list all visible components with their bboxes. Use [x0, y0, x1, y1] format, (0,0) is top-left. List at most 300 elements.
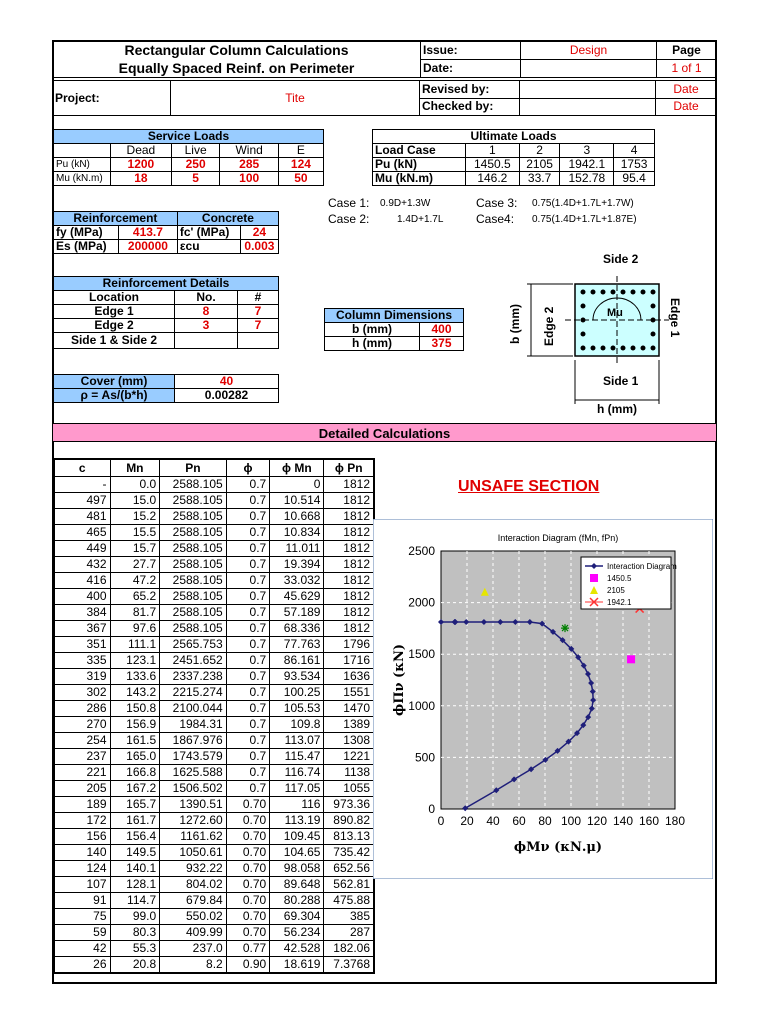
col-wind: Wind	[220, 144, 278, 158]
checked-value[interactable]	[520, 98, 656, 116]
calc-cell: 1812	[324, 493, 374, 509]
issue-label: Issue:	[421, 41, 521, 60]
legend-label: 1942.1	[607, 598, 632, 607]
count-cell[interactable]: 3	[175, 319, 238, 333]
value-cell: 1450.5	[466, 158, 520, 172]
calc-row	[54, 877, 374, 893]
location-cell: Edge 1	[54, 305, 175, 319]
cover-table	[53, 374, 279, 403]
calc-cell: 104.65	[270, 845, 324, 861]
case-number: 3	[560, 144, 614, 158]
calc-cell: 1812	[324, 621, 374, 637]
x-tick-label: 140	[612, 814, 634, 828]
calc-cell: 42	[54, 941, 110, 957]
calc-cell: 813.13	[324, 829, 374, 845]
calc-cell: 156.9	[110, 717, 160, 733]
calc-cell: 0.7	[226, 717, 270, 733]
column-dims-title: Column Dimensions	[325, 309, 464, 323]
calc-cell: 128.1	[110, 877, 160, 893]
case-number: 1	[466, 144, 520, 158]
calc-cell: 1867.976	[160, 733, 227, 749]
edge2-label: Edge 2	[542, 306, 556, 346]
calc-row	[54, 637, 374, 653]
value-cell[interactable]: 18	[111, 172, 172, 186]
case-number: 2	[519, 144, 560, 158]
ultimate-loads-table	[372, 129, 655, 186]
calc-cell: 99.0	[110, 909, 160, 925]
case4-formula: 0.75(1.4D+1.7L+1.87E)	[532, 214, 637, 225]
calc-cell: 0.7	[226, 605, 270, 621]
calc-cell: 93.534	[270, 669, 324, 685]
x-tick-label: 20	[460, 814, 474, 828]
calc-cell: 161.5	[110, 733, 160, 749]
calc-cell: 18.619	[270, 957, 324, 974]
calc-cell: 140	[54, 845, 110, 861]
calc-cell: 140.1	[110, 861, 160, 877]
service-loads-table	[53, 129, 324, 186]
calc-cell: 2588.105	[160, 525, 227, 541]
calc-cell: 0.7	[226, 621, 270, 637]
calc-cell: 2451.652	[160, 653, 227, 669]
calc-cell: 400	[54, 589, 110, 605]
load-point-marker	[627, 655, 635, 663]
calc-cell: 10.834	[270, 525, 324, 541]
checked-date[interactable]: Date	[656, 98, 717, 116]
calc-cell: 115.47	[270, 749, 324, 765]
revised-label: Revised by:	[420, 81, 520, 99]
calc-header-cell: Pn	[160, 459, 227, 477]
calc-header-cell: ϕ Mn	[270, 459, 324, 477]
calc-cell: 116	[270, 797, 324, 813]
issue-value[interactable]: Design	[521, 41, 657, 60]
case3-label: Case 3:	[476, 196, 518, 210]
revised-date[interactable]: Date	[656, 81, 717, 99]
calc-row	[54, 781, 374, 797]
calc-header-cell: Mn	[110, 459, 160, 477]
cover-value[interactable]: 40	[175, 375, 279, 389]
calc-row	[54, 845, 374, 861]
calc-cell: 416	[54, 573, 110, 589]
calc-cell: 56.234	[270, 925, 324, 941]
calc-cell: 1812	[324, 477, 374, 493]
calc-cell: 124	[54, 861, 110, 877]
calc-cell: 2588.105	[160, 589, 227, 605]
calc-cell: 0.70	[226, 861, 270, 877]
x-tick-label: 40	[486, 814, 500, 828]
x-axis-label: ϕMν (κΝ.μ)	[513, 840, 603, 855]
calc-cell: 2588.105	[160, 573, 227, 589]
calc-cell: 100.25	[270, 685, 324, 701]
calc-row	[54, 941, 374, 957]
calc-cell: 165.7	[110, 797, 160, 813]
calc-cell: 1389	[324, 717, 374, 733]
location-cell: Edge 2	[54, 319, 175, 333]
calc-cell: 0.7	[226, 669, 270, 685]
case-number: 4	[614, 144, 655, 158]
y-tick-label: 2500	[408, 544, 435, 558]
h-dimension-label: h (mm)	[597, 402, 637, 416]
calc-row	[54, 829, 374, 845]
calc-cell: 113.19	[270, 813, 324, 829]
calc-cell: 172	[54, 813, 110, 829]
title-line1: Rectangular Column Calculations	[53, 41, 421, 60]
b-value[interactable]: 400	[420, 323, 464, 337]
calc-row	[54, 797, 374, 813]
case1-label: Case 1:	[328, 196, 370, 210]
calc-cell: 932.22	[160, 861, 227, 877]
calc-header-cell: c	[54, 459, 110, 477]
y-tick-label: 500	[414, 750, 435, 765]
calc-row	[54, 717, 374, 733]
calc-header-cell: ϕ	[226, 459, 270, 477]
calc-cell: 270	[54, 717, 110, 733]
calc-cell: 123.1	[110, 653, 160, 669]
calc-cell: 0.7	[226, 477, 270, 493]
calc-cell: 42.528	[270, 941, 324, 957]
x-tick-label: 60	[512, 814, 526, 828]
calc-cell: 973.36	[324, 797, 374, 813]
count-cell[interactable]: 8	[175, 305, 238, 319]
calc-cell: 89.648	[270, 877, 324, 893]
checked-label: Checked by:	[420, 98, 520, 116]
calc-cell: 0.77	[226, 941, 270, 957]
calc-cell: 384	[54, 605, 110, 621]
calc-cell: 27.7	[110, 557, 160, 573]
date-value[interactable]	[521, 60, 657, 78]
calc-cell: 1796	[324, 637, 374, 653]
calc-cell: 0.70	[226, 813, 270, 829]
calc-cell: 0.7	[226, 701, 270, 717]
x-tick-label: 0	[437, 814, 445, 828]
calc-cell: 68.336	[270, 621, 324, 637]
calc-cell: 69.304	[270, 909, 324, 925]
value-cell: 33.7	[519, 172, 560, 186]
calc-cell: 2588.105	[160, 605, 227, 621]
calc-cell: 0.7	[226, 525, 270, 541]
value-cell: 95.4	[614, 172, 655, 186]
calc-cell: 105.53	[270, 701, 324, 717]
calc-cell: 0.7	[226, 557, 270, 573]
calc-cell: 59	[54, 925, 110, 941]
y-axis-label: ϕΠν (κΝ)	[392, 644, 407, 716]
calc-cell: 7.3768	[324, 957, 374, 974]
row-label: Pu (kN)	[373, 158, 466, 172]
value-cell[interactable]: 124	[278, 158, 323, 172]
calc-cell: 81.7	[110, 605, 160, 621]
calc-cell: 2588.105	[160, 557, 227, 573]
calc-cell: 166.8	[110, 765, 160, 781]
value-cell: 152.78	[560, 172, 614, 186]
case4-label: Case4:	[476, 212, 515, 226]
detailed-calculations-bar: Detailed Calculations	[53, 423, 716, 442]
reinf-details-title: Reinforcement Details	[54, 277, 279, 291]
calc-cell: 351	[54, 637, 110, 653]
x-tick-label: 120	[586, 814, 608, 828]
calc-cell: 335	[54, 653, 110, 669]
calc-cell: 80.288	[270, 893, 324, 909]
value-cell: 1753	[614, 158, 655, 172]
calc-cell: 1716	[324, 653, 374, 669]
value-cell: 1942.1	[560, 158, 614, 172]
mu-label: Mu	[607, 307, 623, 319]
calc-cell: 167.2	[110, 781, 160, 797]
calc-table	[53, 458, 375, 974]
calc-cell: 8.2	[160, 957, 227, 974]
calc-row	[54, 909, 374, 925]
calc-cell: 0.7	[226, 589, 270, 605]
calc-row	[54, 925, 374, 941]
calc-cell: 0.70	[226, 893, 270, 909]
calc-cell: 0.7	[226, 573, 270, 589]
calc-cell: 149.5	[110, 845, 160, 861]
calc-row	[54, 525, 374, 541]
value-cell[interactable]: 50	[278, 172, 323, 186]
calc-cell: 449	[54, 541, 110, 557]
blank-cell	[54, 144, 111, 158]
calc-cell: 111.1	[110, 637, 160, 653]
calc-cell: 302	[54, 685, 110, 701]
column-dims-table	[324, 308, 464, 351]
calc-cell: 2100.044	[160, 701, 227, 717]
calc-cell: 143.2	[110, 685, 160, 701]
calc-cell: 20.8	[110, 957, 160, 974]
col-e: E	[278, 144, 323, 158]
calc-cell: 113.07	[270, 733, 324, 749]
value-cell[interactable]: 250	[171, 158, 220, 172]
calc-cell: 109.8	[270, 717, 324, 733]
calc-cell: 77.763	[270, 637, 324, 653]
calc-cell: 15.5	[110, 525, 160, 541]
calc-cell: 11.011	[270, 541, 324, 557]
cover-label: Cover (mm)	[54, 375, 175, 389]
x-tick-label: 160	[638, 814, 660, 828]
calc-cell: 15.7	[110, 541, 160, 557]
calc-cell: 182.06	[324, 941, 374, 957]
calc-cell: 2588.105	[160, 509, 227, 525]
calc-cell: 109.45	[270, 829, 324, 845]
x-tick-label: 80	[538, 814, 552, 828]
calc-cell: 2565.753	[160, 637, 227, 653]
calc-cell: 550.02	[160, 909, 227, 925]
es-label: Es (MPa)	[54, 240, 119, 254]
chart-title: Interaction Diagram (fMn, fPn)	[497, 533, 619, 543]
calc-cell: 319	[54, 669, 110, 685]
calc-cell: 150.8	[110, 701, 160, 717]
col-location: Location	[54, 291, 175, 305]
calc-cell: 0	[270, 477, 324, 493]
ecu-value[interactable]: 0.003	[240, 240, 278, 254]
calc-cell: 221	[54, 765, 110, 781]
calc-cell: 15.0	[110, 493, 160, 509]
side1-label: Side 1	[603, 374, 639, 388]
calc-row	[54, 493, 374, 509]
calc-cell: 385	[324, 909, 374, 925]
calc-cell: 2337.238	[160, 669, 227, 685]
calc-cell: 33.032	[270, 573, 324, 589]
calc-cell: 114.7	[110, 893, 160, 909]
value-cell[interactable]: 5	[171, 172, 220, 186]
value-cell[interactable]: 100	[220, 172, 278, 186]
calc-cell: 55.3	[110, 941, 160, 957]
calc-row	[54, 669, 374, 685]
y-tick-label: 0	[428, 802, 435, 816]
calc-cell: 2588.105	[160, 477, 227, 493]
legend-marker	[590, 574, 598, 582]
calc-row	[54, 589, 374, 605]
load-point-marker	[561, 624, 569, 632]
case3-formula: 0.75(1.4D+1.7L+1.7W)	[532, 198, 634, 209]
calc-cell: 107	[54, 877, 110, 893]
calc-cell: 133.6	[110, 669, 160, 685]
calc-cell: 1812	[324, 589, 374, 605]
bar-cell[interactable]	[238, 333, 279, 349]
project-label: Project:	[53, 81, 171, 116]
project-value[interactable]: Tite	[171, 81, 420, 116]
x-tick-label: 180	[664, 814, 686, 828]
calc-cell: 1812	[324, 525, 374, 541]
ultimate-loads-title: Ultimate Loads	[373, 130, 655, 144]
calc-cell: 1625.588	[160, 765, 227, 781]
calc-cell: 165.0	[110, 749, 160, 765]
calc-cell: 432	[54, 557, 110, 573]
fy-value[interactable]: 413.7	[119, 226, 178, 240]
calc-cell: 0.7	[226, 781, 270, 797]
calc-cell: 0.70	[226, 925, 270, 941]
calc-cell: 205	[54, 781, 110, 797]
bar-cell[interactable]: 7	[238, 305, 279, 319]
calc-cell: 2215.274	[160, 685, 227, 701]
calc-cell: 0.70	[226, 845, 270, 861]
calc-cell: 497	[54, 493, 110, 509]
calc-cell: 45.629	[270, 589, 324, 605]
calc-cell: 91	[54, 893, 110, 909]
calc-row	[54, 685, 374, 701]
col-dead: Dead	[111, 144, 172, 158]
revised-value[interactable]	[520, 81, 656, 99]
y-tick-label: 1500	[408, 647, 435, 662]
bar-cell[interactable]: 7	[238, 319, 279, 333]
calc-row	[54, 701, 374, 717]
calc-cell: 0.0	[110, 477, 160, 493]
calc-row	[54, 621, 374, 637]
calc-cell: 0.7	[226, 509, 270, 525]
side2-label: Side 2	[603, 252, 639, 266]
calc-cell: 465	[54, 525, 110, 541]
calc-cell: 2588.105	[160, 541, 227, 557]
calc-row	[54, 509, 374, 525]
reinforcement-title: Reinforcement	[54, 212, 178, 226]
calc-cell: 117.05	[270, 781, 324, 797]
calc-cell: 1812	[324, 541, 374, 557]
calc-cell: 1812	[324, 605, 374, 621]
x-tick-label: 100	[560, 814, 582, 828]
location-cell: Side 1 & Side 2	[54, 333, 175, 349]
calc-cell: 80.3	[110, 925, 160, 941]
calc-cell: 804.02	[160, 877, 227, 893]
calc-cell: 1743.579	[160, 749, 227, 765]
fy-label: fy (MPa)	[54, 226, 119, 240]
calc-cell: 481	[54, 509, 110, 525]
calc-cell: 1138	[324, 765, 374, 781]
calc-cell: 1984.31	[160, 717, 227, 733]
edge1-label: Edge 1	[668, 298, 682, 338]
legend-label: 1450.5	[607, 574, 632, 583]
calc-cell: 287	[324, 925, 374, 941]
calc-cell: 10.514	[270, 493, 324, 509]
calc-cell: 1812	[324, 557, 374, 573]
row-label: Mu (kN.m)	[54, 172, 111, 186]
y-tick-label: 2000	[408, 595, 435, 610]
calc-cell: 65.2	[110, 589, 160, 605]
h-value[interactable]: 375	[420, 337, 464, 351]
calc-cell: 1308	[324, 733, 374, 749]
row-label: Mu (kN.m)	[373, 172, 466, 186]
header-table	[52, 40, 717, 78]
calc-row	[54, 573, 374, 589]
fc-value[interactable]: 24	[240, 226, 278, 240]
calc-row	[54, 733, 374, 749]
calc-cell: 2588.105	[160, 621, 227, 637]
calc-row	[54, 653, 374, 669]
status-message: UNSAFE SECTION	[458, 478, 600, 495]
calc-cell: 0.70	[226, 909, 270, 925]
calc-row	[54, 557, 374, 573]
title-line2: Equally Spaced Reinf. on Perimeter	[53, 60, 421, 78]
date-label: Date:	[421, 60, 521, 78]
calc-cell: 26	[54, 957, 110, 974]
calc-cell: 161.7	[110, 813, 160, 829]
calc-cell: 1221	[324, 749, 374, 765]
b-label: b (mm)	[325, 323, 420, 337]
calc-cell: 237.0	[160, 941, 227, 957]
calc-cell: 1636	[324, 669, 374, 685]
col-live: Live	[171, 144, 220, 158]
calc-cell: 0.7	[226, 653, 270, 669]
calc-cell: 2588.105	[160, 493, 227, 509]
es-value[interactable]: 200000	[119, 240, 178, 254]
concrete-title: Concrete	[177, 212, 278, 226]
calc-cell: 156.4	[110, 829, 160, 845]
calc-cell: 189	[54, 797, 110, 813]
calc-cell: 1506.502	[160, 781, 227, 797]
reinf-details-table	[53, 276, 279, 349]
calc-cell: 47.2	[110, 573, 160, 589]
materials-table	[53, 211, 279, 254]
calc-cell: 237	[54, 749, 110, 765]
value-cell[interactable]: 285	[220, 158, 278, 172]
case2-label: Case 2:	[328, 212, 370, 226]
calc-cell: 0.7	[226, 749, 270, 765]
calc-cell: 254	[54, 733, 110, 749]
y-tick-label: 1000	[408, 698, 435, 713]
ecu-label: εcu	[177, 240, 240, 254]
h-label: h (mm)	[325, 337, 420, 351]
page-label: Page	[657, 41, 717, 60]
count-cell[interactable]	[175, 333, 238, 349]
calc-row	[54, 605, 374, 621]
calc-cell: 890.82	[324, 813, 374, 829]
load-case-label: Load Case	[373, 144, 466, 158]
calc-row	[54, 765, 374, 781]
b-dimension-label: b (mm)	[508, 304, 522, 344]
calc-cell: 0.70	[226, 877, 270, 893]
calc-row	[54, 893, 374, 909]
service-loads-title: Service Loads	[54, 130, 324, 144]
value-cell[interactable]: 1200	[111, 158, 172, 172]
calc-cell: 0.70	[226, 829, 270, 845]
calc-cell: 652.56	[324, 861, 374, 877]
calc-cell: 1272.60	[160, 813, 227, 829]
